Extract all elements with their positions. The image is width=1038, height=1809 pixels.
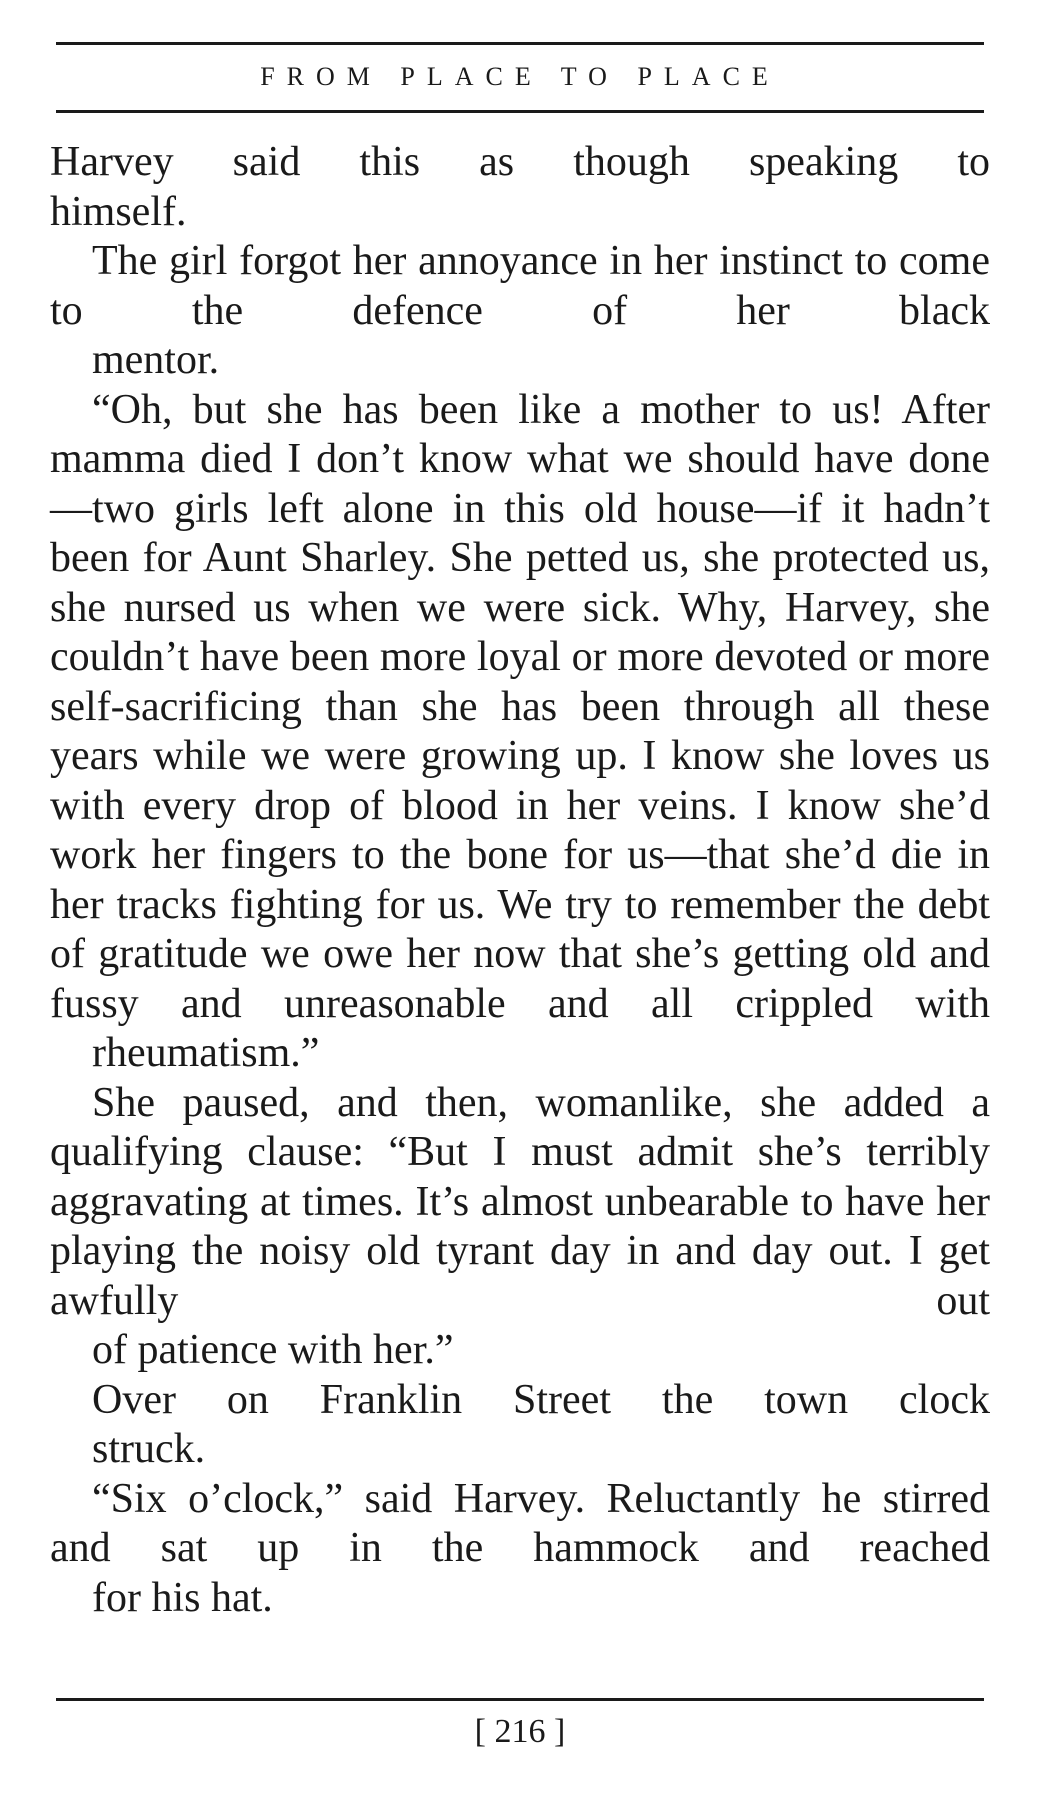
paragraph-4-body: She paused, and then, womanlike, she added a qualifying clause: “But I must admit she’s terribly aggravating at times. It’s almost unbearable to have her playing the noisy old tyrant day in and day out. I get awfully out — [50, 1079, 990, 1324]
paragraph-6-body: “Six o’clock,” said Harvey. Reluctantly he stirred and sat up in the hammock and reached — [50, 1475, 990, 1571]
footer-rule — [56, 1698, 984, 1701]
paragraph-2-body: The girl forgot her annoyance in her instinct to come to the defence of her black — [50, 238, 990, 334]
paragraph-3 — [50, 386, 990, 1079]
paragraph-4 — [50, 1079, 990, 1376]
paragraph-3-body: “Oh, but she has been like a mother to us! After mamma died I don’t know what we should have done—two girls left alone in this old house—if it hadn’t been for Aunt Sharley. She petted us, she protected us, she nursed us when we were sick. Why, Harvey, she couldn’t have been more loyal or more devoted or more self-sacrificing than she has been through all these years while we were growing up. I know she loves us with every drop of blood in her veins. I know she’d work her fingers to the bone for us—that she’d die in her tracks fighting for us. We try to remember the debt of gratitude we owe her now that she’s getting old and fussy and unreasonable and all crippled with — [50, 386, 990, 1027]
paragraph-5-body: Over on Franklin Street the town clock — [92, 1376, 990, 1423]
paragraph-5-last-line: struck. — [92, 1426, 206, 1472]
paragraph-6-last-line: for his hat. — [92, 1574, 273, 1621]
paragraph-4-last-line: of patience with her.” — [92, 1327, 454, 1373]
paragraph-6 — [50, 1475, 990, 1624]
paragraph-2-last-line: mentor. — [92, 337, 220, 383]
book-page — [50, 0, 990, 1809]
header-rule-bottom — [56, 110, 984, 113]
header-rule-top — [56, 42, 984, 45]
paragraph-5 — [50, 1376, 990, 1475]
paragraph-3-last-line: rheumatism.” — [92, 1030, 320, 1076]
body-text — [50, 138, 990, 1623]
paragraph-2 — [50, 237, 990, 386]
running-head: FROM PLACE TO PLACE — [260, 62, 780, 91]
paragraph-1-last-line: himself. — [50, 188, 187, 235]
page-number: [ 216 ] — [474, 1713, 566, 1750]
paragraph-1 — [50, 138, 990, 237]
paragraph-1-body: Harvey said this as though speaking to — [50, 139, 990, 185]
